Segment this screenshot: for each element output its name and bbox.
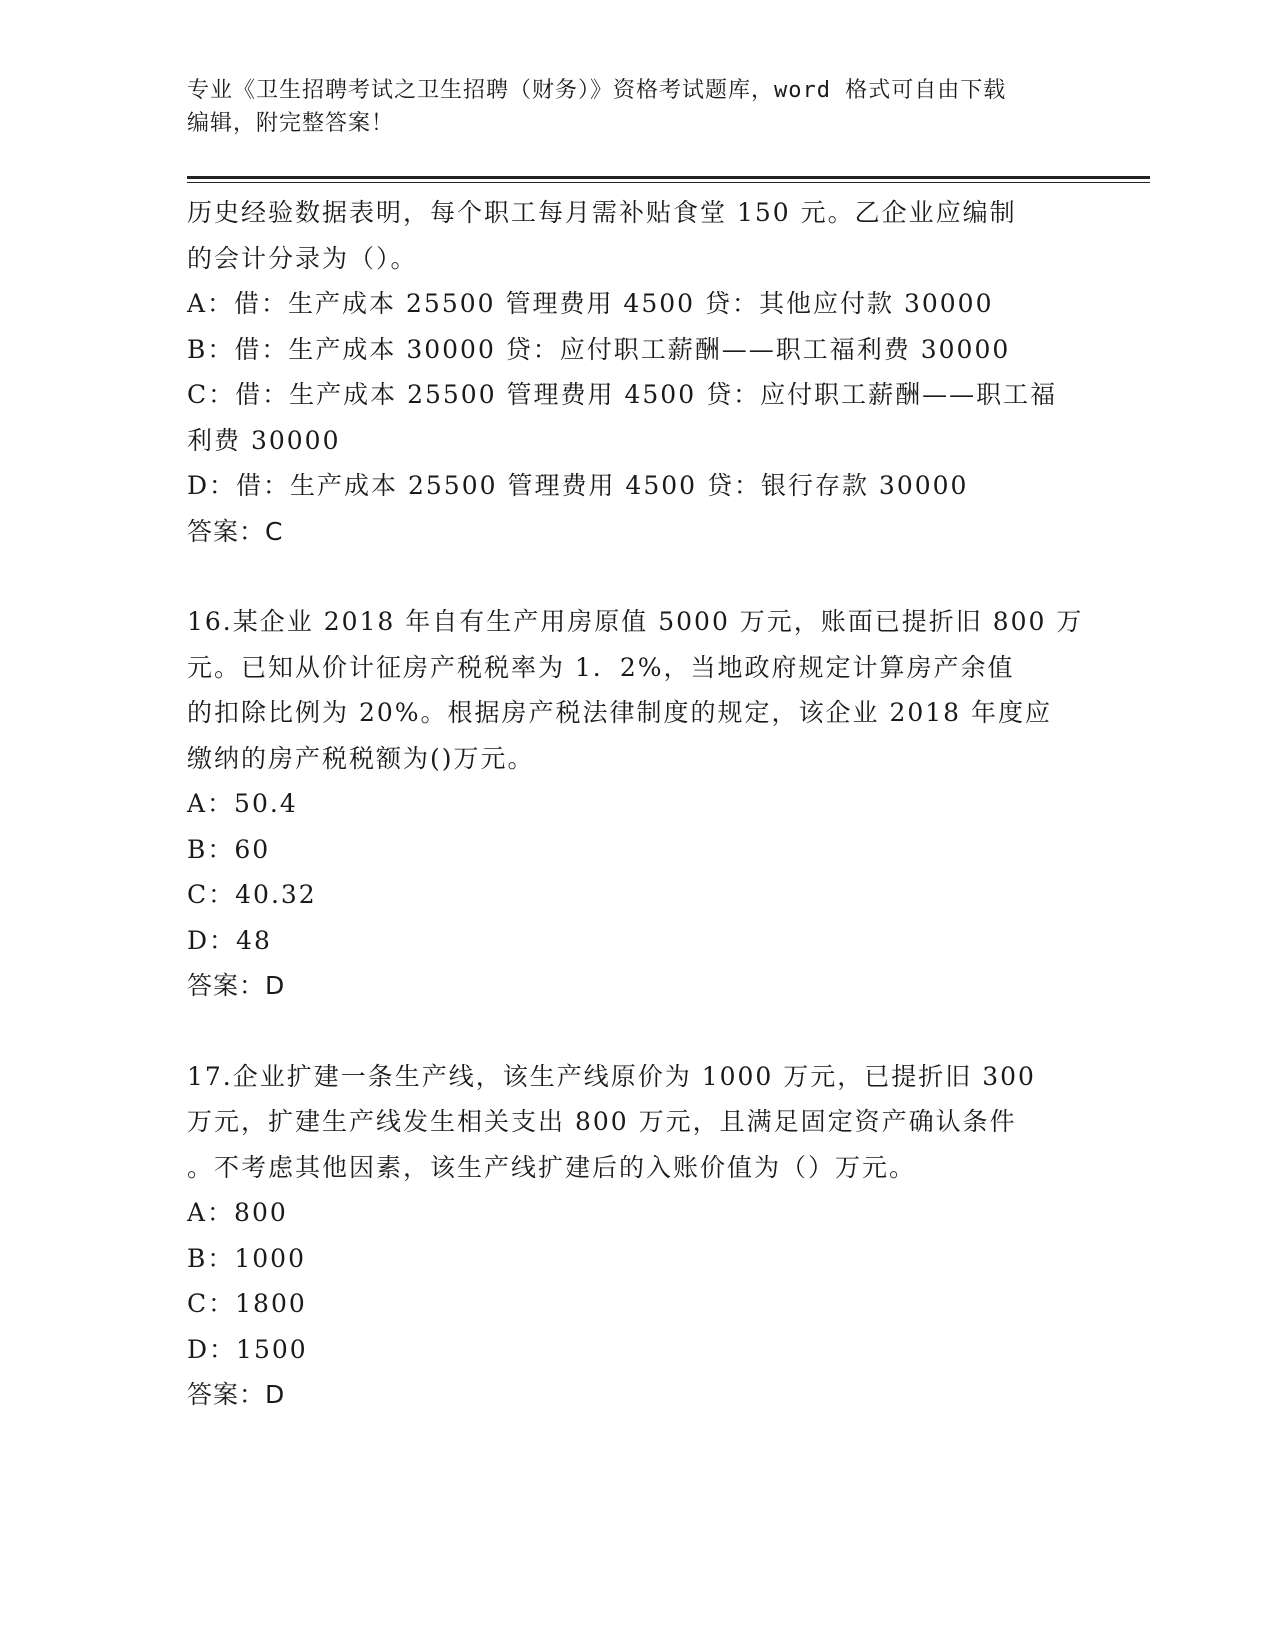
option-a: A：800 [187,1198,288,1227]
header-rule-thick [187,176,1150,179]
question-stem-line: 。不考虑其他因素，该生产线扩建后的入账价值为（）万元。 [187,1152,917,1182]
document-body [187,190,1087,1418]
question-stem-line: 缴纳的房产税税额为()万元。 [187,743,535,773]
answer: 答案：D [187,1380,286,1409]
header-rule-thin [187,182,1150,183]
option-c: C：1800 [187,1289,307,1318]
option-b: B：60 [187,834,271,864]
option-a: A：借：生产成本 25500 管理费用 4500 贷：其他应付款 30000 [187,289,994,318]
option-d: D：借：生产成本 25500 管理费用 4500 贷：银行存款 30000 [187,471,969,500]
question-stem-line: 的会计分录为（）。 [187,243,418,273]
option-d: D：1500 [187,1334,308,1364]
document-header [187,74,1067,140]
question-stem-line: 的扣除比例为 20%。根据房产税法律制度的规定，该企业 2018 年度应 [187,698,1053,727]
option-b: B：1000 [187,1243,306,1273]
question-17 [187,1054,1087,1418]
question-stem-line: 历史经验数据表明，每个职工每月需补贴食堂 150 元。乙企业应编制 [187,198,1017,227]
option-d: D：48 [187,925,272,955]
spacer [187,1009,1087,1054]
spacer [187,554,1087,599]
question-16 [187,599,1087,1009]
header-line-1: 专业《卫生招聘考试之卫生招聘（财务）》资格考试题库，word 格式可自由下载 [187,78,1007,103]
option-c-line-2: 利费 30000 [187,425,341,455]
question-stem-line: 16.某企业 2018 年自有生产用房原值 5000 万元，账面已提折旧 800 万 [187,607,1084,636]
option-b: B：借：生产成本 30000 贷：应付职工薪酬——职工福利费 30000 [187,334,1011,364]
option-c-line-1: C：借：生产成本 25500 管理费用 4500 贷：应付职工薪酬——职工福 [187,380,1058,409]
question-stem-line: 元。已知从价计征房产税税率为 1．2%，当地政府规定计算房产余值 [187,652,1015,682]
question-15 [187,190,1087,554]
header-line-2: 编辑，附完整答案！ [187,111,395,136]
answer: 答案：C [187,516,284,546]
question-stem-line: 17.企业扩建一条生产线，该生产线原价为 1000 万元，已提折旧 300 [187,1061,1036,1091]
option-a: A：50.4 [187,789,298,818]
option-c: C：40.32 [187,880,317,909]
answer: 答案：D [187,971,286,1000]
question-stem-line: 万元，扩建生产线发生相关支出 800 万元，且满足固定资产确认条件 [187,1107,1017,1136]
